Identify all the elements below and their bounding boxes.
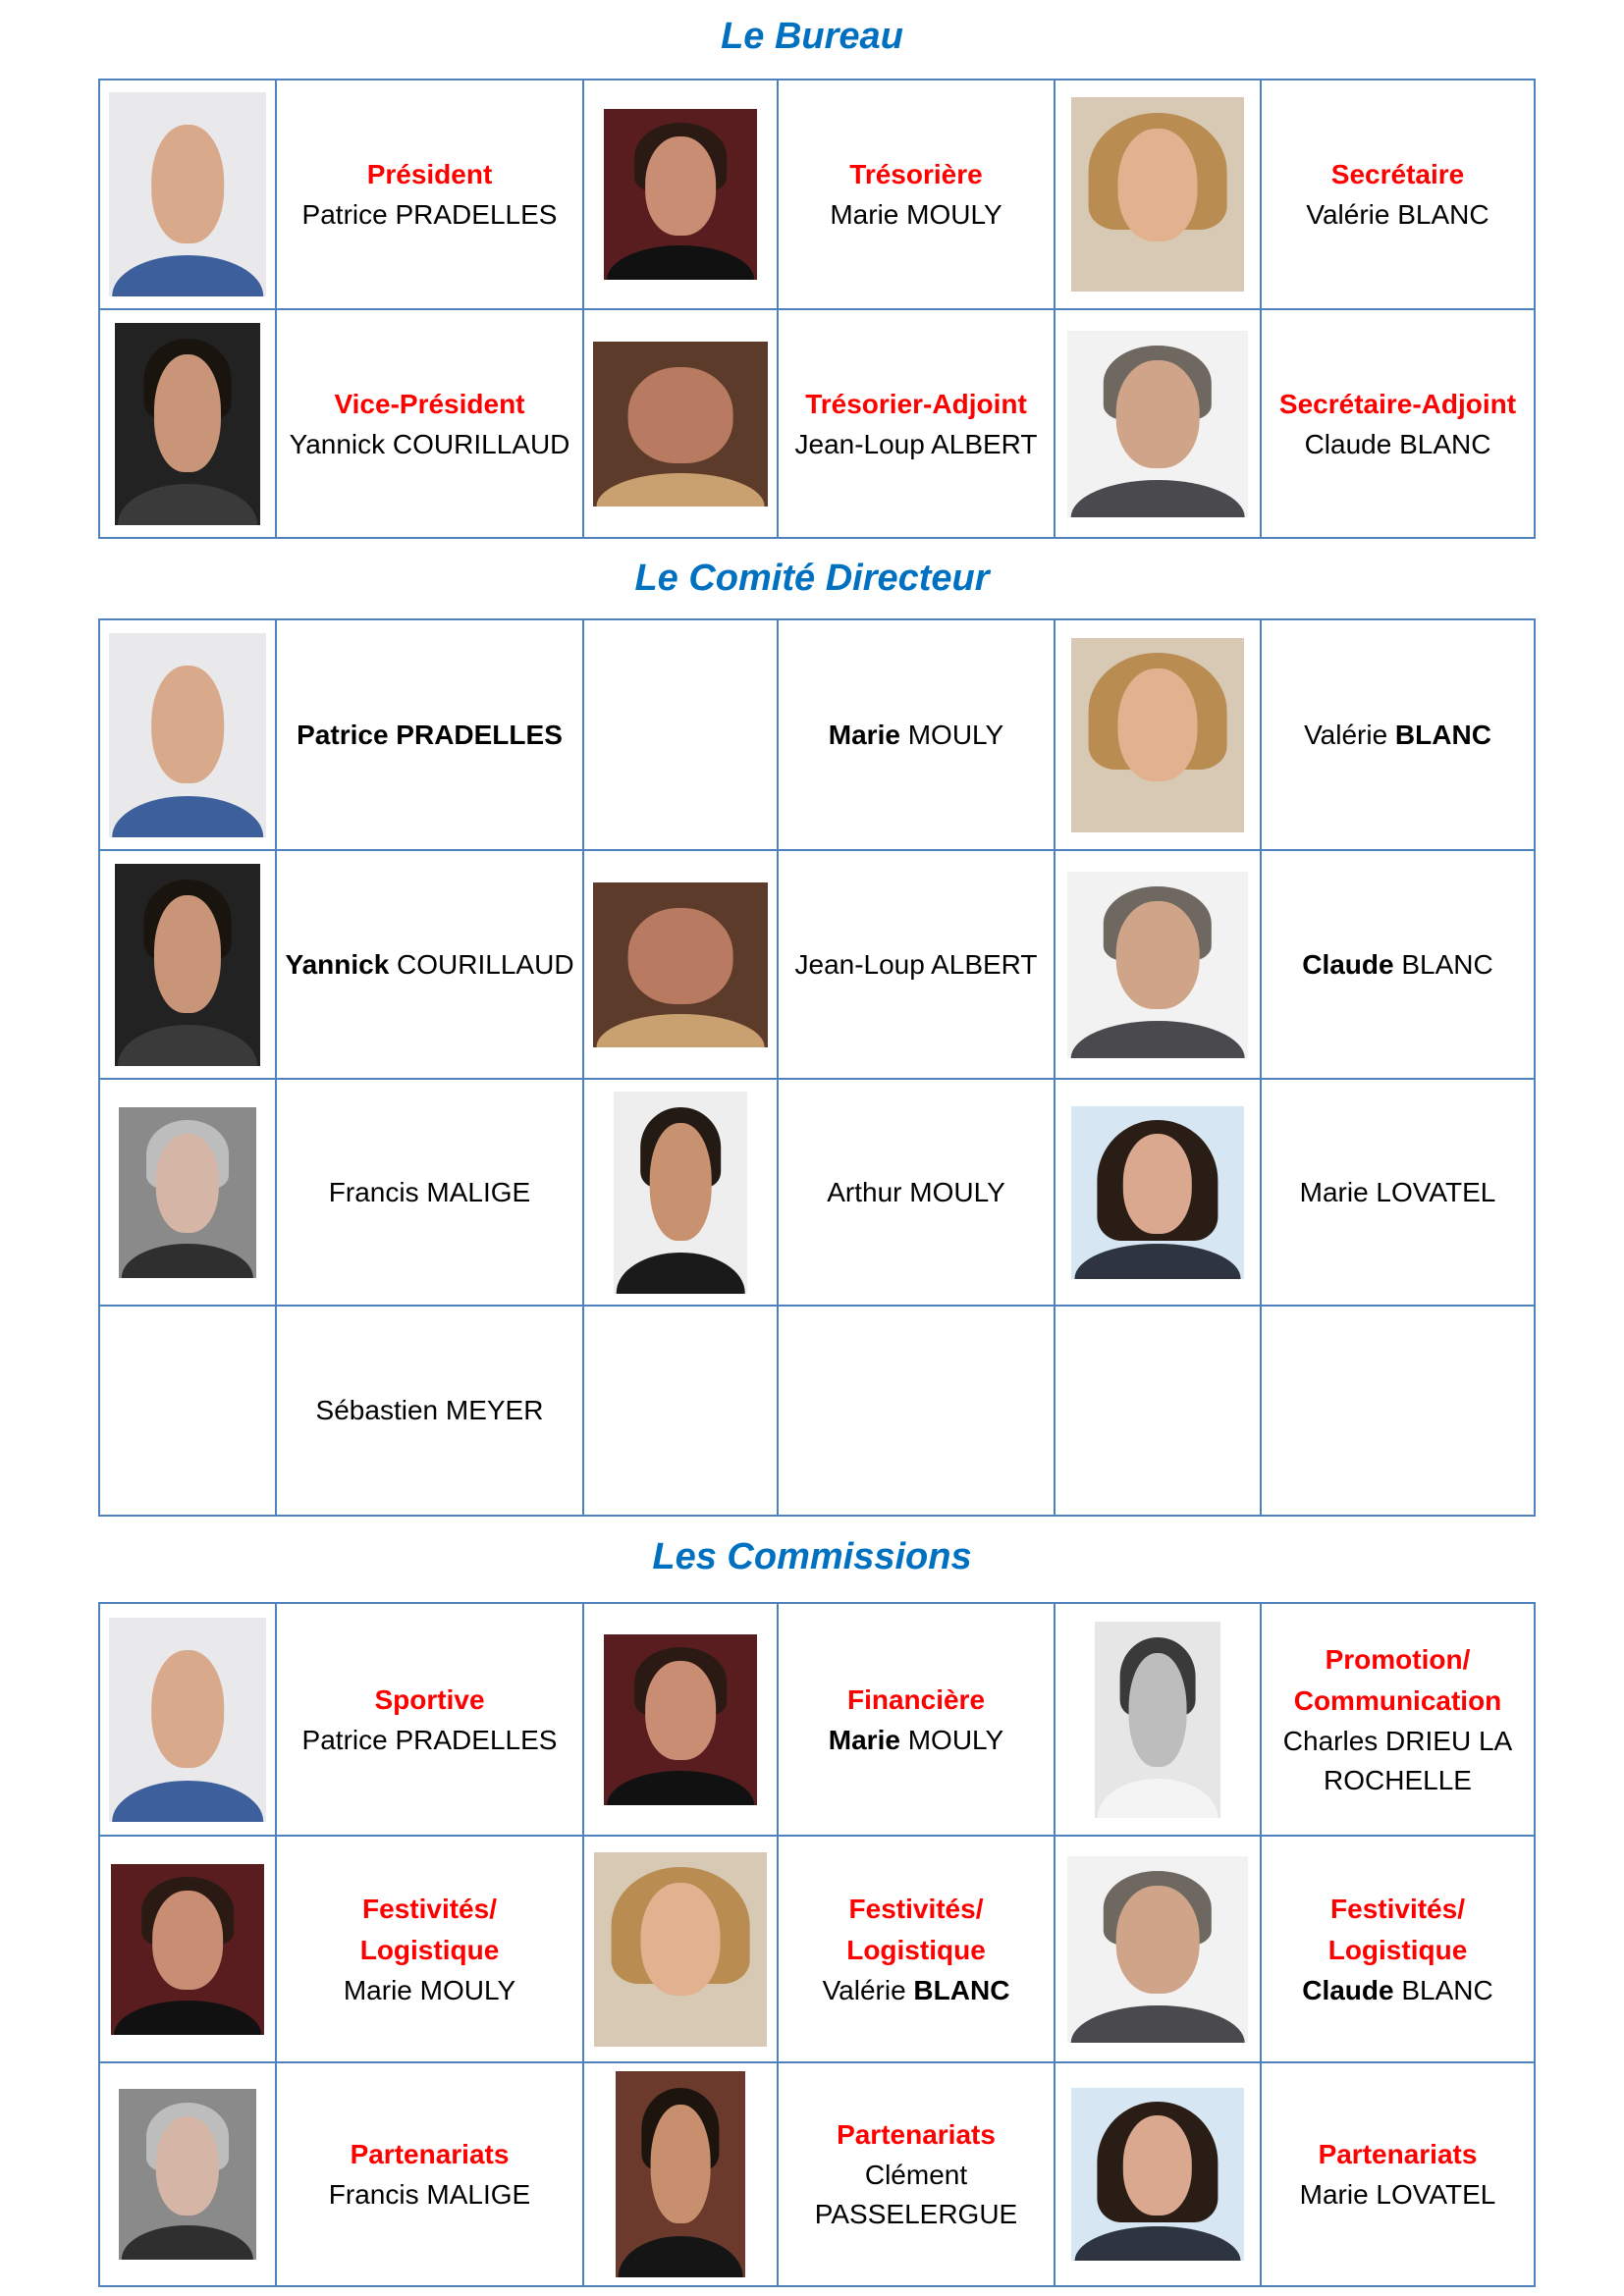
role-label: Partenariats xyxy=(837,2119,996,2150)
role-label: Festivités/ xyxy=(362,1893,497,1924)
role-label-line2: Communication xyxy=(1293,1684,1502,1716)
photo-marie-lovatel xyxy=(1071,1106,1244,1279)
member-name: Marie MOULY xyxy=(830,199,1002,230)
photo-valerie-blanc xyxy=(1071,97,1244,292)
role-label: Promotion/ xyxy=(1325,1643,1471,1675)
photo-cell xyxy=(583,2062,778,2286)
photo-jean-loup-albert xyxy=(593,342,768,507)
role-label: Festivités/ xyxy=(1330,1893,1465,1924)
photo-cell xyxy=(99,1603,276,1836)
member-name-rest: Marie MOULY xyxy=(343,1974,516,2005)
member-cell xyxy=(778,850,1055,1079)
photo-cell xyxy=(1055,1306,1261,1516)
member-name-rest: Sébastien MEYER xyxy=(315,1395,544,1425)
photo-marie-mouly xyxy=(111,1864,264,2035)
member-name xyxy=(779,1721,1054,1760)
photo-charles-drieu-la-rochelle xyxy=(1095,1622,1220,1818)
member-cell xyxy=(1261,309,1535,538)
photo-claude-blanc xyxy=(1067,1856,1248,2043)
photo-cell xyxy=(583,1079,778,1306)
member-name xyxy=(277,1721,582,1760)
member-name-bold: Marie xyxy=(828,1724,900,1755)
photo-cell xyxy=(1055,1603,1261,1836)
table-row xyxy=(99,2062,1535,2286)
photo-yannick-courillaud xyxy=(115,864,260,1066)
member-name-bold: BLANC xyxy=(1394,719,1491,750)
member-name-rest: Francis MALIGE xyxy=(328,2179,531,2210)
role-label: Vice-Président xyxy=(334,388,525,419)
member-name-rest: Marie LOVATEL xyxy=(1299,1176,1496,1207)
table-row xyxy=(99,1306,1535,1516)
member-name-bold: Claude xyxy=(1302,1974,1394,2005)
member-name xyxy=(1262,716,1534,755)
photo-marie-mouly xyxy=(604,1634,757,1805)
member-name-rest: Francis MALIGE xyxy=(328,1176,531,1207)
commissions-table xyxy=(98,1602,1536,2287)
role-label-line2: Logistique xyxy=(359,1934,500,1965)
photo-cell xyxy=(99,80,276,309)
member-cell xyxy=(778,619,1055,850)
photo-cell xyxy=(1055,1079,1261,1306)
table-row xyxy=(99,309,1535,538)
member-cell xyxy=(778,80,1055,309)
photo-clement-passelergue xyxy=(616,2071,745,2277)
photo-cell xyxy=(1055,2062,1261,2286)
section-title-bureau: Le Bureau xyxy=(721,16,903,57)
member-name-rest: Valérie xyxy=(822,1974,914,2005)
photo-yannick-courillaud xyxy=(115,323,260,525)
photo-valerie-blanc xyxy=(594,1852,767,2047)
role-label: Partenariats xyxy=(1318,2139,1478,2169)
member-cell xyxy=(778,1079,1055,1306)
section-title-comite: Le Comité Directeur xyxy=(634,558,990,599)
photo-valerie-blanc xyxy=(1071,638,1244,832)
photo-francis-malige xyxy=(119,1107,256,1278)
member-name-rest: Valérie xyxy=(1304,719,1395,750)
member-name xyxy=(779,716,1054,755)
member-name-line2: PASSELERGUE xyxy=(814,2199,1018,2229)
member-cell xyxy=(276,1603,583,1836)
photo-patrice-pradelles xyxy=(109,633,266,837)
photo-cell xyxy=(1055,619,1261,850)
member-name-rest: Jean-Loup ALBERT xyxy=(794,948,1038,980)
role-label: Secrétaire-Adjoint xyxy=(1278,388,1517,419)
table-row xyxy=(99,1079,1535,1306)
member-name-bold: Yannick xyxy=(285,948,390,980)
member-name xyxy=(779,1173,1054,1212)
photo-cell xyxy=(99,309,276,538)
member-cell xyxy=(1261,619,1535,850)
member-name-bold: Claude xyxy=(1302,948,1394,980)
member-cell xyxy=(1261,1836,1535,2062)
table-row xyxy=(99,619,1535,850)
member-name-rest: COURILLAUD xyxy=(389,948,574,980)
photo-cell xyxy=(99,619,276,850)
member-name xyxy=(277,2175,582,2215)
member-name xyxy=(277,945,582,985)
photo-cell xyxy=(1055,309,1261,538)
member-name-bold: Marie xyxy=(828,719,900,750)
member-name-rest: BLANC xyxy=(1393,1974,1493,2005)
member-cell xyxy=(1261,1603,1535,1836)
table-row xyxy=(99,1836,1535,2062)
member-name xyxy=(779,1971,1054,2010)
member-cell xyxy=(276,80,583,309)
photo-claude-blanc xyxy=(1067,872,1248,1058)
member-name-rest: BLANC xyxy=(1393,948,1493,980)
photo-cell xyxy=(583,1306,778,1516)
photo-jean-loup-albert xyxy=(593,882,768,1047)
photo-cell xyxy=(99,1079,276,1306)
member-cell xyxy=(778,1836,1055,2062)
section-title-commissions: Les Commissions xyxy=(652,1536,972,1577)
member-cell xyxy=(276,1836,583,2062)
member-name: Clément xyxy=(864,2160,968,2190)
member-name-rest: MOULY xyxy=(899,719,1004,750)
member-name-rest: Arthur MOULY xyxy=(827,1176,1005,1207)
member-cell xyxy=(276,850,583,1079)
member-cell xyxy=(778,309,1055,538)
photo-cell xyxy=(1055,1836,1261,2062)
table-row xyxy=(99,850,1535,1079)
member-cell xyxy=(276,309,583,538)
member-cell xyxy=(1261,2062,1535,2286)
role-label: Festivités/ xyxy=(848,1893,984,1924)
photo-patrice-pradelles xyxy=(109,1618,266,1822)
photo-claude-blanc xyxy=(1067,331,1248,517)
member-name xyxy=(277,716,582,755)
member-name xyxy=(1262,2175,1534,2215)
role-label: Partenariats xyxy=(350,2139,510,2169)
member-name: Yannick COURILLAUD xyxy=(289,428,570,459)
photo-cell xyxy=(99,1306,276,1516)
role-label: Sportive xyxy=(374,1683,485,1715)
role-label: Président xyxy=(366,159,493,189)
member-name xyxy=(277,1971,582,2010)
member-name: Charles DRIEU LA xyxy=(1282,1725,1513,1756)
member-name xyxy=(1262,1971,1534,2010)
member-cell xyxy=(1261,850,1535,1079)
photo-cell xyxy=(583,1603,778,1836)
photo-cell xyxy=(583,1836,778,2062)
member-name-rest: Marie LOVATEL xyxy=(1299,2179,1496,2210)
photo-cell xyxy=(583,850,778,1079)
comite-table xyxy=(98,618,1536,1517)
member-name: Jean-Loup ALBERT xyxy=(794,428,1038,459)
member-name-line2: ROCHELLE xyxy=(1324,1764,1472,1795)
member-cell xyxy=(276,1306,583,1516)
role-label: Secrétaire xyxy=(1330,159,1465,189)
photo-marie-lovatel xyxy=(1071,2088,1244,2261)
member-cell xyxy=(778,1306,1055,1516)
member-cell xyxy=(276,1079,583,1306)
member-name-bold: BLANC xyxy=(913,1974,1010,2005)
member-name xyxy=(277,1391,582,1430)
photo-arthur-mouly xyxy=(614,1092,747,1294)
photo-cell xyxy=(99,1836,276,2062)
photo-marie-mouly xyxy=(604,109,757,280)
member-cell xyxy=(1261,80,1535,309)
table-row xyxy=(99,80,1535,309)
member-cell xyxy=(778,2062,1055,2286)
member-name: Valérie BLANC xyxy=(1306,199,1489,230)
role-label-line2: Logistique xyxy=(846,1934,986,1965)
role-label: Trésorière xyxy=(849,159,983,189)
member-cell xyxy=(276,2062,583,2286)
photo-cell xyxy=(1055,80,1261,309)
member-name-bold: Patrice PRADELLES xyxy=(297,719,563,750)
member-cell xyxy=(1261,1079,1535,1306)
member-name: Patrice PRADELLES xyxy=(301,199,558,230)
photo-cell xyxy=(99,850,276,1079)
photo-francis-malige xyxy=(119,2089,256,2260)
photo-patrice-pradelles xyxy=(109,92,266,296)
member-name xyxy=(1262,945,1534,985)
photo-cell xyxy=(583,619,778,850)
member-name-rest: MOULY xyxy=(899,1724,1004,1755)
role-label-line2: Logistique xyxy=(1327,1934,1468,1965)
member-cell xyxy=(778,1603,1055,1836)
member-name-rest: Patrice PRADELLES xyxy=(301,1724,558,1755)
role-label: Financière xyxy=(846,1683,986,1715)
member-name: Claude BLANC xyxy=(1304,428,1491,459)
photo-cell xyxy=(583,80,778,309)
bureau-table xyxy=(98,79,1536,539)
member-name xyxy=(1262,1173,1534,1212)
photo-cell xyxy=(1055,850,1261,1079)
member-cell xyxy=(276,619,583,850)
photo-cell xyxy=(99,2062,276,2286)
member-name xyxy=(779,945,1054,985)
member-cell xyxy=(1261,1306,1535,1516)
photo-cell xyxy=(583,309,778,538)
member-name xyxy=(277,1173,582,1212)
role-label: Trésorier-Adjoint xyxy=(805,388,1027,419)
table-row xyxy=(99,1603,1535,1836)
